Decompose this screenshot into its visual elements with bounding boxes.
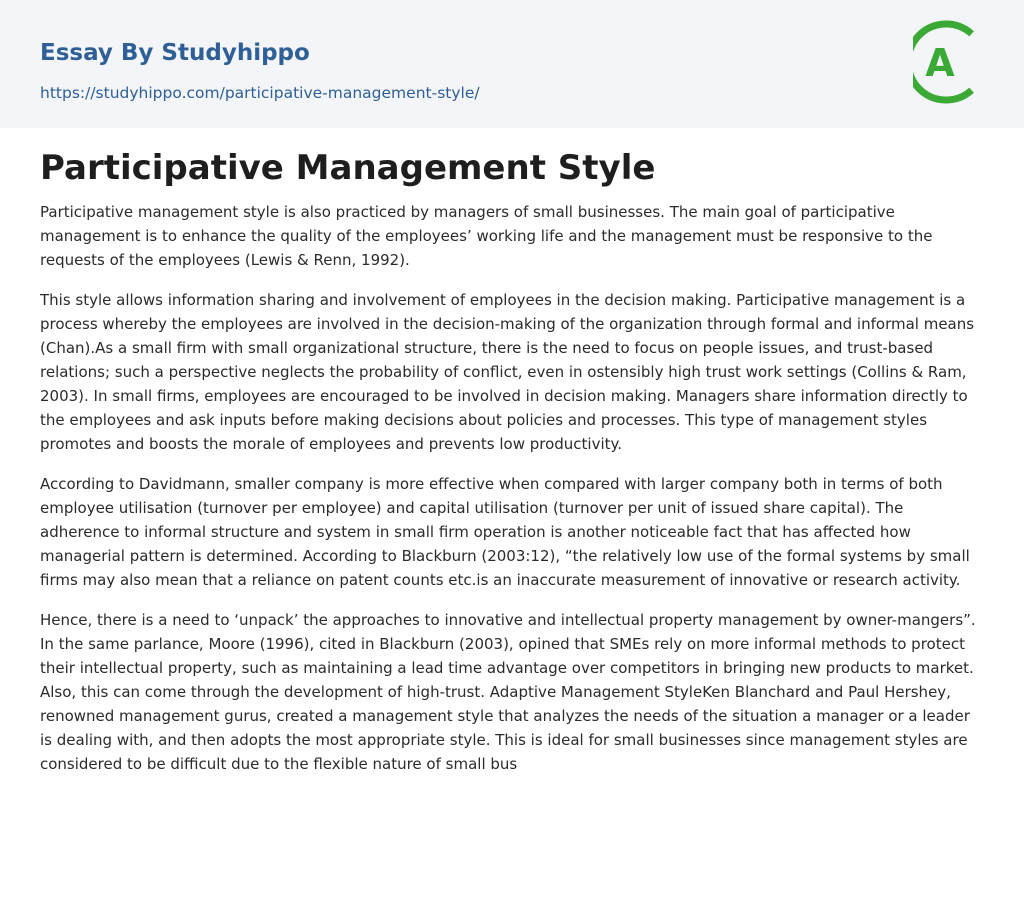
article-paragraph-2: This style allows information sharing and involvement of employees in the decision making. Participative management is a process whereby the employees are involved in the decision-making of the organization through formal and informal means (Chan).As a small firm with small organizational structure, there is the need to focus on people issues, and trust-based relations; such a perspective neglects the probability of conflict, even in ostensibly high trust work settings (Collins & Ram, 2003). In small firms, employees are encouraged to be involved in decision making. Managers share information directly to the employees and ask inputs before making decisions about policies and processes. This type of management styles promotes and boosts the morale of employees and prevents low productivity. bbox=[40, 291, 975, 453]
article-paragraph-3: According to Davidmann, smaller company is more effective when compared with larger company both in terms of both employee utilisation (turnover per employee) and capital utilisation (turnover per unit of issued share capital). The adherence to informal structure and system in small firm operation is another noticeable fact that has affected how managerial pattern is determined. According to Blackburn (2003:12), “the relatively low use of the formal systems by small firms may also mean that a reliance on patent counts etc.is an inaccurate measurement of innovative or research activity. bbox=[40, 475, 970, 589]
studyhippo-logo-icon[interactable] bbox=[913, 20, 985, 104]
page-header bbox=[0, 0, 1024, 128]
logo-letter: A bbox=[925, 41, 955, 85]
brand-title: Essay By Studyhippo bbox=[40, 40, 310, 66]
source-url-link[interactable]: https://studyhippo.com/participative-management-style/ bbox=[40, 84, 480, 102]
article-paragraph-4: Hence, there is a need to ‘unpack’ the approaches to innovative and intellectual property management by owner-mangers”. In the same parlance, Moore (1996), cited in Blackburn (2003), opined that SMEs rely on more informal methods to protect their intellectual property, such as maintaining a lead time advantage over competitors in bringing new products to market. Also, this can come through the development of high-trust. Adaptive Management StyleKen Blanchard and Paul Hershey, renowned management gurus, created a management style that analyzes the needs of the situation a manager or a leader is dealing with, and then adopts the most appropriate style. This is ideal for small businesses since management styles are considered to be difficult due to the flexible nature of small bus bbox=[40, 611, 976, 773]
article-paragraph-1: Participative management style is also practiced by managers of small businesses. The main goal of participative management is to enhance the quality of the employees’ working life and the management must be responsive to the requests of the employees (Lewis & Renn, 1992). bbox=[40, 203, 933, 269]
article bbox=[40, 146, 984, 792]
page-title: Participative Management Style bbox=[40, 148, 656, 188]
